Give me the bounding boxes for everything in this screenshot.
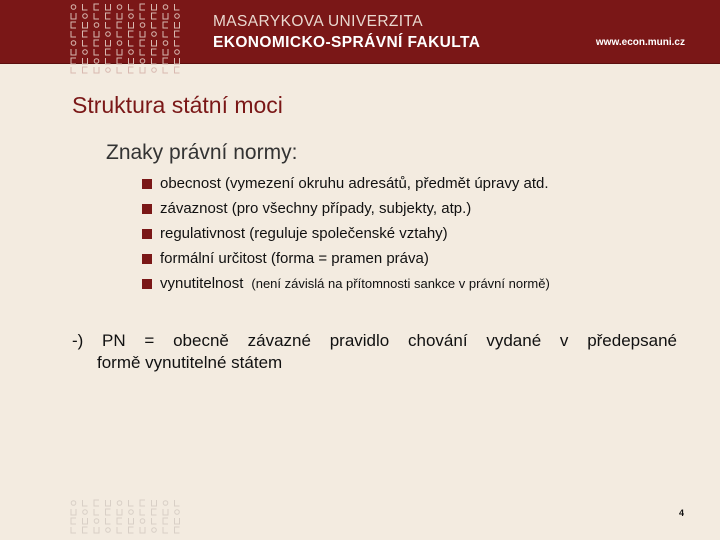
bullet-text: závaznost (pro všechny případy, subjekty, atp.): [160, 200, 472, 217]
website-url[interactable]: www.econ.muni.cz: [595, 37, 685, 48]
square-bullet-icon: [142, 179, 152, 189]
square-bullet-icon: [142, 254, 152, 264]
bullet-item: [142, 221, 550, 246]
square-bullet-icon: [142, 204, 152, 214]
bullet-text: vynutitelnost: [160, 275, 244, 292]
footer-logo-pattern-icon: [68, 498, 188, 540]
slide-title: Struktura státní moci: [72, 92, 283, 118]
bullet-text: regulativnost (reguluje společenské vztahy): [160, 225, 448, 242]
muni-logo-pattern-icon: [68, 3, 188, 79]
square-bullet-icon: [142, 229, 152, 239]
bullet-list: [142, 171, 550, 296]
header-bar: [0, 0, 720, 64]
bullet-item: [142, 271, 550, 296]
definition-line-2: formě vynutitelné státem: [97, 353, 283, 372]
bullet-item: [142, 246, 550, 271]
definition-block: [72, 330, 677, 374]
university-name: MASARYKOVA UNIVERZITA: [213, 13, 423, 30]
bullet-note: (není závislá na přítomnosti sankce v právní normě): [251, 276, 550, 291]
square-bullet-icon: [142, 279, 152, 289]
faculty-name: EKONOMICKO-SPRÁVNÍ FAKULTA: [213, 34, 481, 51]
bullet-text: formální určitost (forma = pramen práva): [160, 250, 429, 267]
page-number: 4: [678, 508, 684, 518]
bullet-item: [142, 171, 550, 196]
bullet-item: [142, 196, 550, 221]
definition-line-1: PN = obecně závazné pravidlo chování vydané v předepsané: [102, 331, 677, 350]
bullet-text: obecnost (vymezení okruhu adresátů, předmět úpravy atd.: [160, 175, 549, 192]
definition-prefix: -): [72, 331, 84, 350]
slide-subtitle: Znaky právní normy:: [106, 141, 298, 164]
